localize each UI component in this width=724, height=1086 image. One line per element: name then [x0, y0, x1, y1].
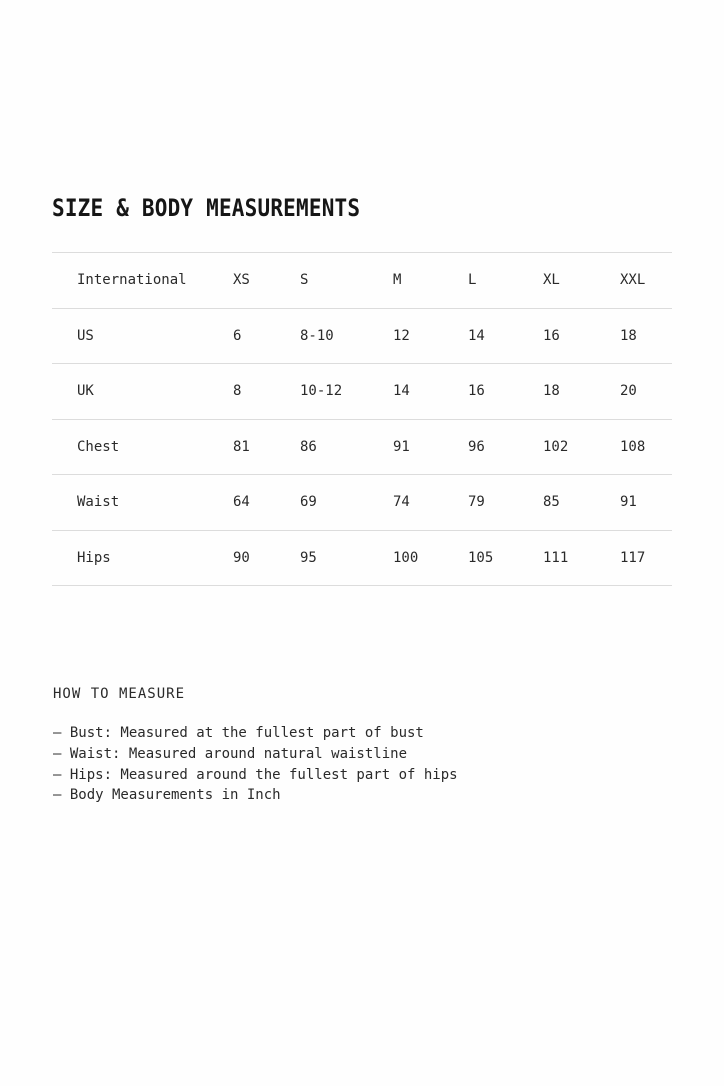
table-cell: 14 — [468, 327, 485, 344]
table-cell: 96 — [468, 438, 485, 455]
measure-item-hips: — Hips: Measured around the fullest part of hips — [53, 766, 458, 783]
table-cell: 64 — [233, 494, 250, 511]
table-header-row — [52, 253, 672, 309]
table-cell: 20 — [620, 383, 637, 400]
table-cell: 91 — [620, 494, 637, 511]
size-table — [52, 252, 672, 586]
table-cell: 108 — [620, 438, 646, 455]
table-cell: 74 — [393, 494, 410, 511]
row-label: Chest — [77, 438, 120, 455]
column-header-xxl: XXL — [620, 272, 646, 289]
table-cell: 111 — [543, 549, 569, 566]
column-header-m: M — [393, 272, 402, 289]
table-cell: 90 — [233, 549, 250, 566]
table-cell: 10-12 — [300, 383, 343, 400]
table-row-us — [52, 308, 672, 364]
measure-item-unit: — Body Measurements in Inch — [53, 787, 281, 804]
row-label: US — [77, 327, 94, 344]
row-label: UK — [77, 383, 94, 400]
column-header-l: L — [468, 272, 477, 289]
how-to-measure-heading: HOW TO MEASURE — [53, 686, 186, 702]
table-cell: 100 — [393, 549, 419, 566]
table-cell: 69 — [300, 494, 317, 511]
table-row-waist — [52, 475, 672, 531]
row-label: Hips — [77, 549, 111, 566]
table-cell: 14 — [393, 383, 410, 400]
table-cell: 81 — [233, 438, 250, 455]
table-row-uk — [52, 364, 672, 420]
column-header-xl: XL — [543, 272, 560, 289]
table-cell: 91 — [393, 438, 410, 455]
table-cell: 102 — [543, 438, 569, 455]
table-cell: 18 — [620, 327, 637, 344]
table-cell: 6 — [233, 327, 242, 344]
measure-item-bust: — Bust: Measured at the fullest part of bust — [53, 725, 424, 741]
how-to-measure-list — [53, 723, 458, 806]
measure-item-waist: — Waist: Measured around natural waistline — [53, 745, 408, 762]
table-cell: 85 — [543, 494, 560, 511]
table-cell: 105 — [468, 549, 494, 566]
column-header-international: International — [77, 272, 187, 289]
column-header-s: S — [300, 272, 309, 289]
table-cell: 8 — [233, 383, 242, 400]
table-cell: 18 — [543, 383, 560, 400]
page-title: SIZE & BODY MEASUREMENTS — [52, 194, 361, 222]
table-row-hips — [52, 530, 672, 586]
table-cell: 16 — [468, 383, 485, 400]
table-row-chest — [52, 419, 672, 475]
table-cell: 86 — [300, 438, 317, 455]
table-cell: 117 — [620, 549, 646, 566]
row-label: Waist — [77, 494, 120, 511]
table-cell: 79 — [468, 494, 485, 511]
column-header-xs: XS — [233, 272, 250, 289]
table-cell: 8-10 — [300, 327, 334, 344]
table-cell: 12 — [393, 327, 410, 344]
table-cell: 16 — [543, 327, 560, 344]
table-cell: 95 — [300, 549, 317, 566]
